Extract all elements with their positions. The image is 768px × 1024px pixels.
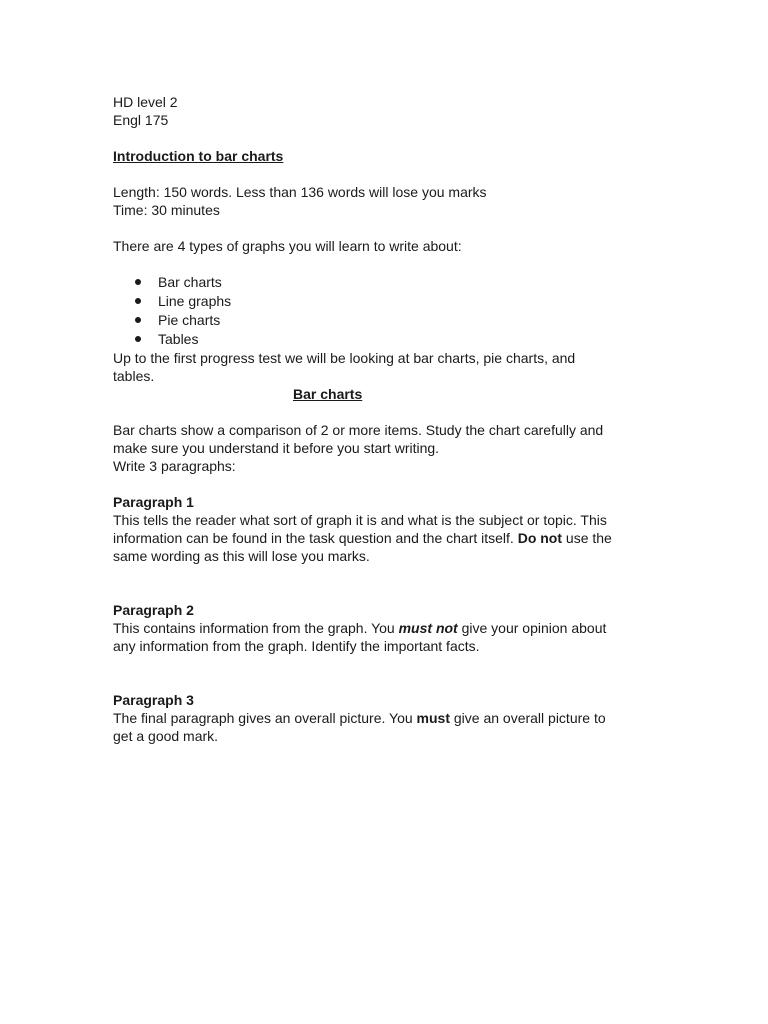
- paragraph-1-text: information can be found in the task question and the chart itself. Do not use the: [113, 530, 612, 546]
- document-page: [113, 93, 673, 745]
- graph-types-list: [113, 273, 673, 349]
- list-item: Pie charts: [113, 311, 673, 330]
- progress-test-note-cont: tables.: [113, 368, 155, 384]
- list-item: Tables: [113, 330, 673, 349]
- bullet-icon: [135, 336, 141, 342]
- bullet-icon: [135, 279, 141, 285]
- course-level: HD level 2: [113, 94, 178, 110]
- graph-types-intro: There are 4 types of graphs you will learn to write about:: [113, 238, 462, 254]
- write-instruction: Write 3 paragraphs:: [113, 458, 236, 474]
- course-code: Engl 175: [113, 112, 169, 128]
- paragraph-1-text: This tells the reader what sort of graph it is and what is the subject or topic. This: [113, 512, 607, 528]
- bullet-icon: [135, 298, 141, 304]
- paragraph-2-heading: Paragraph 2: [113, 602, 194, 618]
- list-item: Line graphs: [113, 292, 673, 311]
- time-requirement: Time: 30 minutes: [113, 202, 220, 218]
- progress-test-note: Up to the first progress test we will be looking at bar charts, pie charts, and: [113, 350, 576, 366]
- paragraph-1-heading: Paragraph 1: [113, 494, 194, 510]
- length-requirement: Length: 150 words. Less than 136 words will lose you marks: [113, 184, 487, 200]
- paragraph-3-text: get a good mark.: [113, 728, 219, 744]
- bar-charts-intro: Bar charts show a comparison of 2 or more items. Study the chart carefully and: [113, 422, 604, 438]
- bar-charts-intro-cont: make sure you understand it before you start writing.: [113, 440, 440, 456]
- paragraph-3-text: The final paragraph gives an overall picture. You must give an overall picture to: [113, 710, 606, 726]
- bar-charts-title: Bar charts: [293, 386, 363, 402]
- paragraph-1-text: same wording as this will lose you marks.: [113, 548, 370, 564]
- bullet-icon: [135, 317, 141, 323]
- paragraph-3-heading: Paragraph 3: [113, 692, 194, 708]
- emphasis-must: must: [416, 710, 450, 726]
- emphasis-do-not: Do not: [517, 530, 563, 546]
- list-item: Bar charts: [113, 273, 673, 292]
- emphasis-must-not: must not: [398, 620, 458, 636]
- intro-title: Introduction to bar charts: [113, 148, 284, 164]
- paragraph-2-text: any information from the graph. Identify the important facts.: [113, 638, 480, 654]
- paragraph-2-text: This contains information from the graph. You must not give your opinion about: [113, 620, 607, 636]
